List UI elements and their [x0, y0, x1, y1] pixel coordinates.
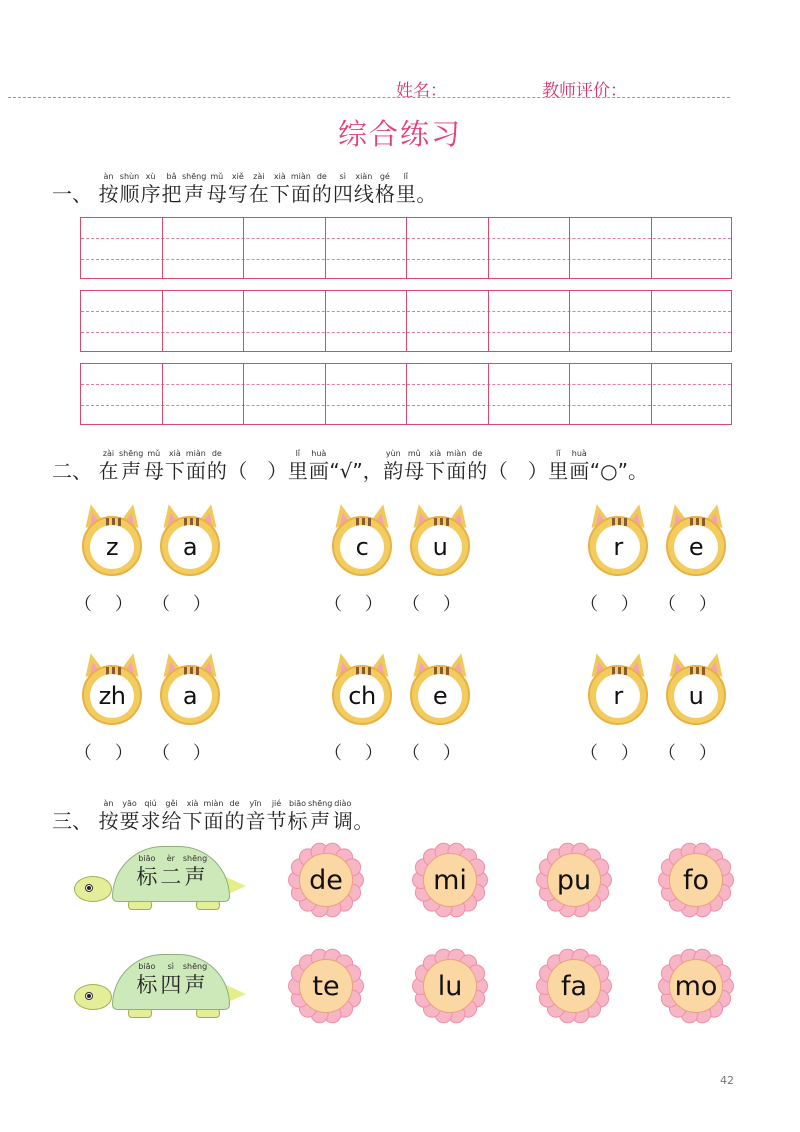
flower-syllable[interactable] [658, 842, 734, 918]
hanzi: 写 [227, 182, 248, 206]
flower-syllable[interactable] [288, 948, 364, 1024]
hanzi: 下 [164, 459, 185, 483]
cell-divider [243, 291, 244, 351]
cat-face [588, 653, 648, 727]
pinyin: de [229, 799, 240, 808]
ruby-char [266, 799, 287, 833]
answer-parentheses[interactable]: （ ） [152, 743, 211, 764]
hanzi: 面 [290, 182, 311, 206]
hanzi: 四 [160, 973, 182, 997]
turtle-eye [85, 884, 93, 892]
pinyin: miàn [446, 449, 467, 458]
cat-stripe [702, 667, 705, 675]
question-3-text [98, 799, 373, 833]
ruby-char [425, 449, 446, 483]
cat-stripe [118, 518, 121, 526]
pinyin: àn [103, 799, 114, 808]
cat-stripe [118, 667, 121, 675]
hanzi: 按 [98, 182, 119, 206]
hanzi: 下 [182, 809, 203, 833]
cat-face [410, 653, 470, 727]
cat-face [332, 653, 392, 727]
ruby-char [206, 172, 227, 206]
hanzi: 面 [446, 459, 467, 483]
question-1-text [98, 172, 436, 206]
answer-parentheses[interactable]: （ ） [74, 594, 133, 615]
cell-divider [406, 364, 407, 424]
pinyin: gěi [165, 799, 178, 808]
flower-syllable[interactable] [412, 948, 488, 1024]
pinyin: miàn [290, 172, 311, 181]
hanzi: 的 [467, 459, 488, 483]
cat-letter: r [596, 525, 640, 569]
pinyin: yùn [385, 449, 401, 458]
flower-syllable[interactable] [412, 842, 488, 918]
cat-face [332, 504, 392, 578]
cat-face [666, 653, 726, 727]
ruby-char [308, 799, 332, 833]
ruby-char [269, 172, 290, 206]
ruby-char [140, 172, 161, 206]
pinyin: mǔ [147, 449, 161, 458]
cat-face [82, 504, 142, 578]
answer-parentheses[interactable]: （ ） [324, 743, 383, 764]
answer-parentheses[interactable]: （ ） [324, 594, 383, 615]
cell-divider [651, 291, 652, 351]
ruby-char [227, 172, 248, 206]
ruby-char [135, 854, 159, 890]
pinyin: shēng [182, 172, 207, 181]
cell-divider [243, 364, 244, 424]
turtle-head [74, 876, 112, 902]
pinyin: sì [167, 962, 175, 971]
syllable-text: mo [669, 959, 723, 1013]
syllable-text: lu [423, 959, 477, 1013]
pinyin: xià [186, 799, 199, 808]
hanzi: 调 [332, 809, 353, 833]
ruby-char [135, 962, 159, 998]
hanzi: 里 [287, 459, 308, 483]
pinyin: lǐ [556, 449, 561, 458]
hanzi: 母 [404, 459, 425, 483]
hanzi: 二 [160, 865, 182, 889]
hanzi: 画 [569, 459, 590, 483]
ruby-char [185, 449, 206, 483]
hanzi: 节 [266, 809, 287, 833]
cell-divider [569, 364, 570, 424]
pinyin: yāo [122, 799, 137, 808]
cat-letter: c [340, 525, 384, 569]
pinyin: zài [102, 449, 115, 458]
pinyin: zài [253, 172, 265, 181]
answer-parentheses[interactable]: （ ） [152, 594, 211, 615]
cell-divider [488, 364, 489, 424]
pinyin: èr [166, 854, 175, 863]
ruby-char [308, 449, 329, 483]
cat-face [160, 653, 220, 727]
pinyin: diào [334, 799, 352, 808]
turtle [74, 954, 244, 1024]
pinyin: bǎ [166, 172, 177, 181]
cell-divider [325, 218, 326, 278]
answer-parentheses[interactable]: （ ） [580, 743, 639, 764]
hanzi: 格 [374, 182, 395, 206]
ruby-char [159, 962, 183, 998]
hanzi: 的 [224, 809, 245, 833]
pinyin: de [211, 449, 222, 458]
cat-stripe [446, 518, 449, 526]
teacher-evaluation-label: 教师评价： [542, 81, 627, 101]
cell-divider [651, 364, 652, 424]
cat-letter: a [168, 674, 212, 718]
pinyin: mǔ [407, 449, 421, 458]
hanzi: 下 [269, 182, 290, 206]
syllable-text: de [299, 853, 353, 907]
cell-divider [488, 291, 489, 351]
cat-letter: r [596, 674, 640, 718]
cell-divider [162, 364, 163, 424]
ruby-char [248, 172, 269, 206]
four-line-grid-row[interactable] [80, 290, 732, 352]
instruction-text: （ ） [487, 459, 548, 483]
flower-syllable[interactable] [536, 842, 612, 918]
cat-face [82, 653, 142, 727]
hanzi: 在 [98, 459, 119, 483]
answer-parentheses[interactable]: （ ） [658, 743, 717, 764]
ruby-char [183, 962, 207, 998]
ruby-char [311, 172, 332, 206]
ruby-char [290, 172, 311, 206]
syllable-text: fa [547, 959, 601, 1013]
question-number: 三、 [52, 809, 92, 833]
punctuation: 。 [416, 182, 437, 206]
cat-stripe [196, 667, 199, 675]
pinyin: de [472, 449, 483, 458]
pinyin: gé [379, 172, 390, 181]
hanzi: 按 [98, 809, 119, 833]
hanzi: 把 [161, 182, 182, 206]
cat-stripe [624, 667, 627, 675]
pinyin: lǐ [403, 172, 409, 181]
pinyin: xià [168, 449, 181, 458]
pinyin: shēng [308, 799, 333, 808]
turtle [74, 846, 244, 916]
cat-face [160, 504, 220, 578]
ruby-char [119, 449, 143, 483]
hanzi: 标 [136, 973, 158, 997]
instruction-text: （ ） [227, 459, 288, 483]
cell-divider [162, 291, 163, 351]
cell-divider [325, 364, 326, 424]
cat-stripe [368, 667, 371, 675]
cat-stripe [446, 667, 449, 675]
ruby-char [224, 799, 245, 833]
hanzi: 声 [184, 182, 205, 206]
pinyin: jié [271, 799, 282, 808]
hanzi: 要 [119, 809, 140, 833]
cat-face [410, 504, 470, 578]
flower-syllable[interactable] [536, 948, 612, 1024]
pinyin: shēng [182, 854, 208, 863]
hanzi: 顺 [119, 182, 140, 206]
turtle-eye [85, 992, 93, 1000]
pinyin: xiàn [355, 172, 373, 181]
hanzi: 声 [184, 973, 206, 997]
ruby-char [404, 449, 425, 483]
question-2-text [98, 449, 648, 483]
syllable-text: pu [547, 853, 601, 907]
cat-letter: ch [340, 674, 384, 718]
answer-parentheses[interactable]: （ ） [580, 594, 639, 615]
pinyin: xù [145, 172, 156, 181]
cat-stripe [624, 518, 627, 526]
pinyin: shēng [182, 962, 208, 971]
pinyin: àn [103, 172, 114, 181]
ruby-char [119, 172, 140, 206]
question-number: 一、 [52, 182, 92, 206]
cell-divider [569, 291, 570, 351]
hanzi: 母 [206, 182, 227, 206]
hanzi: 四 [332, 182, 353, 206]
pinyin: xià [429, 449, 442, 458]
four-line-grid-row[interactable] [80, 363, 732, 425]
pinyin: qiú [144, 799, 157, 808]
ruby-char [161, 172, 182, 206]
cat-face [588, 504, 648, 578]
pinyin: miàn [203, 799, 224, 808]
page-title: 综合练习 [337, 117, 462, 151]
pinyin: biāo [138, 854, 156, 863]
pinyin: yīn [249, 799, 262, 808]
hanzi: 面 [203, 809, 224, 833]
ruby-char [383, 449, 404, 483]
pinyin: biāo [288, 799, 307, 808]
cell-divider [569, 218, 570, 278]
hanzi: 音 [245, 809, 266, 833]
hanzi: 面 [185, 459, 206, 483]
ruby-char [206, 449, 227, 483]
flower-syllable[interactable] [658, 948, 734, 1024]
ruby-char [98, 799, 119, 833]
ruby-char [245, 799, 266, 833]
cat-letter: u [418, 525, 462, 569]
page-number: 42 [720, 1074, 734, 1087]
answer-parentheses[interactable]: （ ） [402, 743, 461, 764]
pinyin: huà [571, 449, 587, 458]
cell-divider [162, 218, 163, 278]
cat-letter: u [674, 674, 718, 718]
hanzi: 声 [310, 809, 331, 833]
ruby-char [183, 854, 207, 890]
ruby-char [203, 799, 224, 833]
cell-divider [488, 218, 489, 278]
cell-divider [406, 291, 407, 351]
answer-parentheses[interactable]: （ ） [74, 743, 133, 764]
pinyin: huà [311, 449, 327, 458]
ruby-char [374, 172, 395, 206]
cat-letter: zh [90, 674, 134, 718]
ruby-char [446, 449, 467, 483]
ruby-char [353, 172, 374, 206]
hanzi: 声 [184, 865, 206, 889]
pinyin: de [316, 172, 327, 181]
hanzi: 的 [311, 182, 332, 206]
pinyin: sì [339, 172, 346, 181]
header-divider [8, 97, 730, 98]
pinyin: xià [273, 172, 286, 181]
turtle-label [118, 854, 224, 890]
ruby-char [332, 799, 353, 833]
ruby-char [119, 799, 140, 833]
ruby-char [395, 172, 416, 206]
cat-stripe [702, 518, 705, 526]
syllable-text: fo [669, 853, 723, 907]
hanzi: 里 [395, 182, 416, 206]
ruby-char [569, 449, 590, 483]
cell-divider [325, 291, 326, 351]
turtle-head [74, 984, 112, 1010]
hanzi: 里 [548, 459, 569, 483]
ruby-char [140, 799, 161, 833]
hanzi: 的 [206, 459, 227, 483]
question-number: 二、 [52, 459, 92, 483]
hanzi: 线 [353, 182, 374, 206]
cat-stripe [196, 518, 199, 526]
ruby-char [332, 172, 353, 206]
ruby-char [287, 449, 308, 483]
turtle-label [118, 962, 224, 998]
punctuation: 。 [353, 809, 374, 833]
ruby-char [164, 449, 185, 483]
name-label: 姓名： [396, 81, 447, 101]
answer-parentheses[interactable]: （ ） [402, 594, 461, 615]
hanzi: 求 [140, 809, 161, 833]
pinyin: biāo [138, 962, 156, 971]
syllable-text: mi [423, 853, 477, 907]
cell-divider [651, 218, 652, 278]
cat-letter: z [90, 525, 134, 569]
pinyin: lǐ [295, 449, 301, 458]
hanzi: 下 [425, 459, 446, 483]
hanzi: 序 [140, 182, 161, 206]
instruction-text: “√”， [329, 459, 383, 483]
hanzi: 画 [308, 459, 329, 483]
cat-letter: a [168, 525, 212, 569]
ruby-char [287, 799, 308, 833]
ruby-char [161, 799, 182, 833]
ruby-char [548, 449, 569, 483]
pinyin: mǔ [210, 172, 224, 181]
pinyin: miàn [185, 449, 206, 458]
cell-divider [406, 218, 407, 278]
ruby-char [98, 449, 119, 483]
answer-parentheses[interactable]: （ ） [658, 594, 717, 615]
hanzi: 给 [161, 809, 182, 833]
syllable-text: te [299, 959, 353, 1013]
ruby-char [98, 172, 119, 206]
cat-face [666, 504, 726, 578]
ruby-char [467, 449, 488, 483]
hanzi: 声 [121, 459, 142, 483]
pinyin: shùn [119, 172, 140, 181]
pinyin: xiě [231, 172, 244, 181]
hanzi: 韵 [383, 459, 404, 483]
ruby-char [182, 799, 203, 833]
ruby-char [182, 172, 206, 206]
instruction-text: “○”。 [589, 459, 648, 483]
cat-letter: e [418, 674, 462, 718]
flower-syllable[interactable] [288, 842, 364, 918]
hanzi: 在 [248, 182, 269, 206]
cat-letter: e [674, 525, 718, 569]
ruby-char [159, 854, 183, 890]
hanzi: 标 [136, 865, 158, 889]
cat-stripe [368, 518, 371, 526]
four-line-grid-row[interactable] [80, 217, 732, 279]
hanzi: 母 [143, 459, 164, 483]
hanzi: 标 [287, 809, 308, 833]
ruby-char [143, 449, 164, 483]
pinyin: shēng [119, 449, 144, 458]
cell-divider [243, 218, 244, 278]
